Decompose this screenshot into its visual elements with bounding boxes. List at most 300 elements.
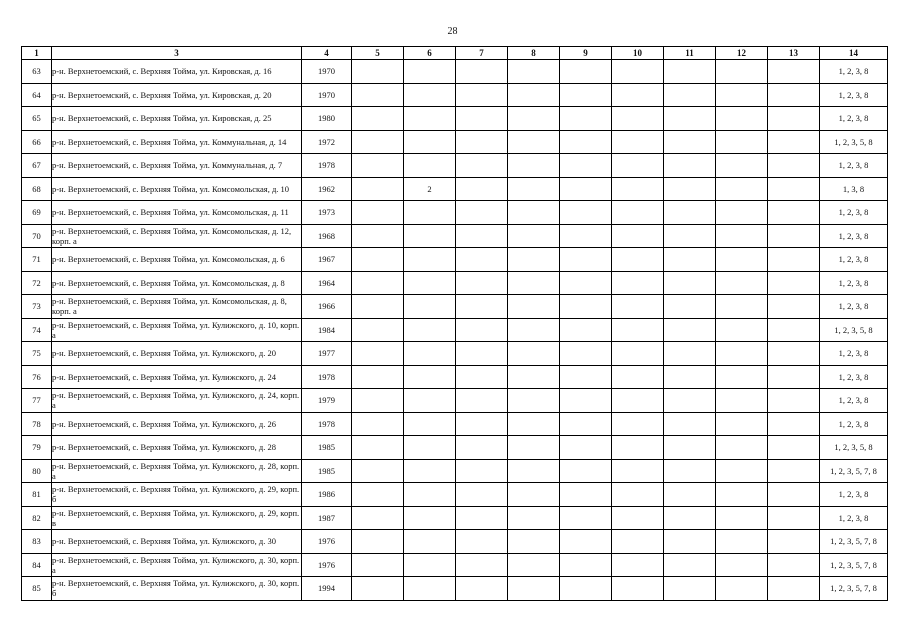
criteria-cell: 1, 2, 3, 5, 7, 8 <box>820 459 888 483</box>
column-6-cell <box>404 224 456 248</box>
empty-cell <box>612 459 664 483</box>
table-row <box>22 224 888 248</box>
year-cell: 1985 <box>302 459 352 483</box>
empty-cell <box>716 342 768 366</box>
empty-cell <box>560 107 612 131</box>
row-number-cell: 66 <box>22 130 52 154</box>
empty-cell <box>664 365 716 389</box>
empty-cell <box>508 365 560 389</box>
empty-cell <box>716 295 768 319</box>
criteria-cell: 1, 2, 3, 8 <box>820 83 888 107</box>
address-cell: р-н. Верхнетоемский, с. Верхняя Тойма, ул. Комсомольская, д. 8, корп. а <box>52 295 302 319</box>
empty-cell <box>664 553 716 577</box>
year-cell: 1994 <box>302 577 352 601</box>
empty-cell <box>612 389 664 413</box>
table-row <box>22 412 888 436</box>
empty-cell <box>352 459 404 483</box>
empty-cell <box>560 436 612 460</box>
criteria-cell: 1, 2, 3, 5, 7, 8 <box>820 530 888 554</box>
empty-cell <box>508 130 560 154</box>
address-cell: р-н. Верхнетоемский, с. Верхняя Тойма, ул. Комсомольская, д. 8 <box>52 271 302 295</box>
empty-cell <box>456 130 508 154</box>
empty-cell <box>612 436 664 460</box>
year-cell: 1980 <box>302 107 352 131</box>
column-header: 13 <box>768 47 820 60</box>
empty-cell <box>560 459 612 483</box>
empty-cell <box>612 83 664 107</box>
empty-cell <box>508 60 560 84</box>
empty-cell <box>612 506 664 530</box>
criteria-cell: 1, 2, 3, 8 <box>820 295 888 319</box>
column-6-cell <box>404 154 456 178</box>
row-number-cell: 83 <box>22 530 52 554</box>
empty-cell <box>508 201 560 225</box>
empty-cell <box>664 107 716 131</box>
address-cell: р-н. Верхнетоемский, с. Верхняя Тойма, ул. Кулижского, д. 28 <box>52 436 302 460</box>
empty-cell <box>716 271 768 295</box>
table-row <box>22 130 888 154</box>
table-row <box>22 177 888 201</box>
column-6-cell <box>404 248 456 272</box>
year-cell: 1987 <box>302 506 352 530</box>
empty-cell <box>508 577 560 601</box>
empty-cell <box>352 60 404 84</box>
empty-cell <box>508 342 560 366</box>
empty-cell <box>352 224 404 248</box>
empty-cell <box>612 201 664 225</box>
empty-cell <box>560 389 612 413</box>
empty-cell <box>352 130 404 154</box>
empty-cell <box>716 389 768 413</box>
empty-cell <box>508 318 560 342</box>
empty-cell <box>768 342 820 366</box>
year-cell: 1966 <box>302 295 352 319</box>
column-6-cell <box>404 389 456 413</box>
empty-cell <box>352 271 404 295</box>
year-cell: 1964 <box>302 271 352 295</box>
address-cell: р-н. Верхнетоемский, с. Верхняя Тойма, ул. Кулижского, д. 28, корп. а <box>52 459 302 483</box>
empty-cell <box>456 530 508 554</box>
empty-cell <box>768 318 820 342</box>
empty-cell <box>352 83 404 107</box>
empty-cell <box>768 295 820 319</box>
year-cell: 1985 <box>302 436 352 460</box>
column-header: 10 <box>612 47 664 60</box>
empty-cell <box>716 107 768 131</box>
empty-cell <box>560 60 612 84</box>
year-cell: 1970 <box>302 60 352 84</box>
empty-cell <box>612 60 664 84</box>
address-cell: р-н. Верхнетоемский, с. Верхняя Тойма, ул. Кировская, д. 20 <box>52 83 302 107</box>
row-number-cell: 72 <box>22 271 52 295</box>
row-number-cell: 64 <box>22 83 52 107</box>
address-cell: р-н. Верхнетоемский, с. Верхняя Тойма, ул. Кулижского, д. 29, корп. б <box>52 483 302 507</box>
empty-cell <box>716 436 768 460</box>
row-number-cell: 78 <box>22 412 52 436</box>
table-row <box>22 107 888 131</box>
table-row <box>22 83 888 107</box>
column-header: 1 <box>22 47 52 60</box>
empty-cell <box>352 342 404 366</box>
empty-cell <box>716 154 768 178</box>
empty-cell <box>560 342 612 366</box>
criteria-cell: 1, 2, 3, 8 <box>820 412 888 436</box>
empty-cell <box>664 483 716 507</box>
empty-cell <box>612 224 664 248</box>
empty-cell <box>508 506 560 530</box>
row-number-cell: 67 <box>22 154 52 178</box>
empty-cell <box>560 201 612 225</box>
empty-cell <box>768 577 820 601</box>
table-row <box>22 365 888 389</box>
table-row <box>22 60 888 84</box>
empty-cell <box>768 60 820 84</box>
empty-cell <box>768 412 820 436</box>
column-header: 6 <box>404 47 456 60</box>
empty-cell <box>716 130 768 154</box>
address-cell: р-н. Верхнетоемский, с. Верхняя Тойма, ул. Комсомольская, д. 10 <box>52 177 302 201</box>
empty-cell <box>508 177 560 201</box>
column-header: 5 <box>352 47 404 60</box>
year-cell: 1986 <box>302 483 352 507</box>
empty-cell <box>664 436 716 460</box>
empty-cell <box>456 553 508 577</box>
address-cell: р-н. Верхнетоемский, с. Верхняя Тойма, ул. Кулижского, д. 24 <box>52 365 302 389</box>
empty-cell <box>508 530 560 554</box>
table-row <box>22 577 888 601</box>
empty-cell <box>664 295 716 319</box>
empty-cell <box>352 436 404 460</box>
year-cell: 1972 <box>302 130 352 154</box>
year-cell: 1973 <box>302 201 352 225</box>
empty-cell <box>560 365 612 389</box>
empty-cell <box>716 483 768 507</box>
empty-cell <box>664 577 716 601</box>
row-number-cell: 65 <box>22 107 52 131</box>
table-row <box>22 506 888 530</box>
empty-cell <box>560 318 612 342</box>
empty-cell <box>768 365 820 389</box>
empty-cell <box>716 412 768 436</box>
criteria-cell: 1, 2, 3, 8 <box>820 365 888 389</box>
table-row <box>22 318 888 342</box>
year-cell: 1977 <box>302 342 352 366</box>
empty-cell <box>612 295 664 319</box>
column-header: 8 <box>508 47 560 60</box>
column-6-cell <box>404 530 456 554</box>
empty-cell <box>508 389 560 413</box>
address-cell: р-н. Верхнетоемский, с. Верхняя Тойма, ул. Кулижского, д. 26 <box>52 412 302 436</box>
year-cell: 1979 <box>302 389 352 413</box>
empty-cell <box>560 177 612 201</box>
empty-cell <box>456 224 508 248</box>
empty-cell <box>612 365 664 389</box>
empty-cell <box>612 248 664 272</box>
empty-cell <box>664 389 716 413</box>
criteria-cell: 1, 2, 3, 5, 8 <box>820 318 888 342</box>
year-cell: 1978 <box>302 154 352 178</box>
empty-cell <box>716 248 768 272</box>
empty-cell <box>456 342 508 366</box>
table-row <box>22 553 888 577</box>
empty-cell <box>508 459 560 483</box>
empty-cell <box>508 83 560 107</box>
criteria-cell: 1, 2, 3, 5, 8 <box>820 130 888 154</box>
empty-cell <box>716 365 768 389</box>
criteria-cell: 1, 2, 3, 8 <box>820 483 888 507</box>
empty-cell <box>768 154 820 178</box>
empty-cell <box>508 224 560 248</box>
column-6-cell <box>404 60 456 84</box>
column-6-cell <box>404 577 456 601</box>
table-row <box>22 154 888 178</box>
row-number-cell: 73 <box>22 295 52 319</box>
table-row <box>22 436 888 460</box>
empty-cell <box>768 83 820 107</box>
empty-cell <box>560 224 612 248</box>
empty-cell <box>768 506 820 530</box>
criteria-cell: 1, 2, 3, 8 <box>820 107 888 131</box>
empty-cell <box>560 130 612 154</box>
address-cell: р-н. Верхнетоемский, с. Верхняя Тойма, ул. Кулижского, д. 30, корп. б <box>52 577 302 601</box>
criteria-cell: 1, 2, 3, 8 <box>820 506 888 530</box>
empty-cell <box>352 530 404 554</box>
column-6-cell <box>404 459 456 483</box>
empty-cell <box>456 83 508 107</box>
address-cell: р-н. Верхнетоемский, с. Верхняя Тойма, ул. Кулижского, д. 30, корп. а <box>52 553 302 577</box>
empty-cell <box>456 248 508 272</box>
table-row <box>22 248 888 272</box>
empty-cell <box>664 83 716 107</box>
empty-cell <box>352 389 404 413</box>
empty-cell <box>352 201 404 225</box>
column-6-cell <box>404 342 456 366</box>
column-6-cell <box>404 436 456 460</box>
empty-cell <box>456 271 508 295</box>
empty-cell <box>352 506 404 530</box>
empty-cell <box>768 177 820 201</box>
empty-cell <box>456 107 508 131</box>
empty-cell <box>612 412 664 436</box>
column-6-cell <box>404 271 456 295</box>
empty-cell <box>352 248 404 272</box>
empty-cell <box>716 60 768 84</box>
address-cell: р-н. Верхнетоемский, с. Верхняя Тойма, ул. Кулижского, д. 30 <box>52 530 302 554</box>
column-6-cell <box>404 295 456 319</box>
empty-cell <box>612 483 664 507</box>
empty-cell <box>716 459 768 483</box>
column-6-cell <box>404 553 456 577</box>
empty-cell <box>768 436 820 460</box>
empty-cell <box>456 483 508 507</box>
column-6-cell <box>404 130 456 154</box>
column-6-cell <box>404 412 456 436</box>
criteria-cell: 1, 3, 8 <box>820 177 888 201</box>
criteria-cell: 1, 2, 3, 5, 8 <box>820 436 888 460</box>
row-number-cell: 76 <box>22 365 52 389</box>
empty-cell <box>768 201 820 225</box>
row-number-cell: 69 <box>22 201 52 225</box>
empty-cell <box>768 130 820 154</box>
empty-cell <box>352 154 404 178</box>
buildings-table <box>21 46 888 601</box>
year-cell: 1984 <box>302 318 352 342</box>
address-cell: р-н. Верхнетоемский, с. Верхняя Тойма, ул. Кулижского, д. 20 <box>52 342 302 366</box>
year-cell: 1978 <box>302 412 352 436</box>
column-header: 4 <box>302 47 352 60</box>
empty-cell <box>560 530 612 554</box>
empty-cell <box>768 483 820 507</box>
table-row <box>22 342 888 366</box>
year-cell: 1968 <box>302 224 352 248</box>
empty-cell <box>716 224 768 248</box>
column-header: 3 <box>52 47 302 60</box>
empty-cell <box>612 107 664 131</box>
address-cell: р-н. Верхнетоемский, с. Верхняя Тойма, ул. Кировская, д. 25 <box>52 107 302 131</box>
empty-cell <box>352 412 404 436</box>
empty-cell <box>456 295 508 319</box>
table-row <box>22 389 888 413</box>
column-header: 11 <box>664 47 716 60</box>
page-number: 28 <box>447 26 458 37</box>
row-number-cell: 79 <box>22 436 52 460</box>
empty-cell <box>456 412 508 436</box>
empty-cell <box>352 107 404 131</box>
empty-cell <box>508 154 560 178</box>
empty-cell <box>560 271 612 295</box>
criteria-cell: 1, 2, 3, 8 <box>820 248 888 272</box>
criteria-cell: 1, 2, 3, 8 <box>820 224 888 248</box>
empty-cell <box>664 130 716 154</box>
empty-cell <box>768 530 820 554</box>
table-row <box>22 271 888 295</box>
empty-cell <box>612 154 664 178</box>
address-cell: р-н. Верхнетоемский, с. Верхняя Тойма, ул. Кировская, д. 16 <box>52 60 302 84</box>
address-cell: р-н. Верхнетоемский, с. Верхняя Тойма, ул. Коммунальная, д. 7 <box>52 154 302 178</box>
criteria-cell: 1, 2, 3, 5, 7, 8 <box>820 577 888 601</box>
year-cell: 1962 <box>302 177 352 201</box>
row-number-cell: 70 <box>22 224 52 248</box>
empty-cell <box>508 412 560 436</box>
column-6-cell <box>404 365 456 389</box>
empty-cell <box>352 483 404 507</box>
empty-cell <box>612 130 664 154</box>
row-number-cell: 71 <box>22 248 52 272</box>
criteria-cell: 1, 2, 3, 8 <box>820 201 888 225</box>
row-number-cell: 82 <box>22 506 52 530</box>
empty-cell <box>716 318 768 342</box>
column-header: 14 <box>820 47 888 60</box>
row-number-cell: 74 <box>22 318 52 342</box>
empty-cell <box>716 83 768 107</box>
address-cell: р-н. Верхнетоемский, с. Верхняя Тойма, ул. Комсомольская, д. 6 <box>52 248 302 272</box>
empty-cell <box>352 577 404 601</box>
empty-cell <box>456 60 508 84</box>
column-6-cell <box>404 483 456 507</box>
empty-cell <box>664 177 716 201</box>
empty-cell <box>560 577 612 601</box>
table-row <box>22 459 888 483</box>
empty-cell <box>664 506 716 530</box>
empty-cell <box>456 459 508 483</box>
table-row <box>22 201 888 225</box>
row-number-cell: 75 <box>22 342 52 366</box>
column-6-cell <box>404 83 456 107</box>
empty-cell <box>508 436 560 460</box>
empty-cell <box>768 248 820 272</box>
column-6-cell: 2 <box>404 177 456 201</box>
criteria-cell: 1, 2, 3, 8 <box>820 154 888 178</box>
column-header: 9 <box>560 47 612 60</box>
table-row <box>22 483 888 507</box>
column-6-cell <box>404 318 456 342</box>
empty-cell <box>768 107 820 131</box>
empty-cell <box>664 60 716 84</box>
empty-cell <box>768 553 820 577</box>
column-6-cell <box>404 201 456 225</box>
column-6-cell <box>404 506 456 530</box>
year-cell: 1970 <box>302 83 352 107</box>
empty-cell <box>664 459 716 483</box>
empty-cell <box>768 389 820 413</box>
empty-cell <box>508 248 560 272</box>
column-header: 12 <box>716 47 768 60</box>
year-cell: 1976 <box>302 553 352 577</box>
empty-cell <box>768 459 820 483</box>
empty-cell <box>560 553 612 577</box>
column-header: 7 <box>456 47 508 60</box>
year-cell: 1978 <box>302 365 352 389</box>
empty-cell <box>716 530 768 554</box>
empty-cell <box>612 177 664 201</box>
empty-cell <box>456 365 508 389</box>
empty-cell <box>560 483 612 507</box>
address-cell: р-н. Верхнетоемский, с. Верхняя Тойма, ул. Коммунальная, д. 14 <box>52 130 302 154</box>
criteria-cell: 1, 2, 3, 8 <box>820 389 888 413</box>
address-cell: р-н. Верхнетоемский, с. Верхняя Тойма, ул. Кулижского, д. 24, корп. а <box>52 389 302 413</box>
empty-cell <box>664 154 716 178</box>
row-number-cell: 85 <box>22 577 52 601</box>
empty-cell <box>508 271 560 295</box>
criteria-cell: 1, 2, 3, 8 <box>820 60 888 84</box>
empty-cell <box>560 83 612 107</box>
row-number-cell: 63 <box>22 60 52 84</box>
criteria-cell: 1, 2, 3, 8 <box>820 342 888 366</box>
empty-cell <box>352 177 404 201</box>
empty-cell <box>716 506 768 530</box>
empty-cell <box>716 553 768 577</box>
empty-cell <box>508 553 560 577</box>
empty-cell <box>612 530 664 554</box>
empty-cell <box>612 553 664 577</box>
empty-cell <box>560 412 612 436</box>
empty-cell <box>664 412 716 436</box>
empty-cell <box>768 224 820 248</box>
address-cell: р-н. Верхнетоемский, с. Верхняя Тойма, ул. Комсомольская, д. 11 <box>52 201 302 225</box>
empty-cell <box>560 154 612 178</box>
empty-cell <box>508 295 560 319</box>
empty-cell <box>456 201 508 225</box>
header-row <box>22 47 888 60</box>
empty-cell <box>352 365 404 389</box>
address-cell: р-н. Верхнетоемский, с. Верхняя Тойма, ул. Комсомольская, д. 12, корп. а <box>52 224 302 248</box>
address-cell: р-н. Верхнетоемский, с. Верхняя Тойма, ул. Кулижского, д. 10, корп. а <box>52 318 302 342</box>
empty-cell <box>352 553 404 577</box>
empty-cell <box>716 201 768 225</box>
row-number-cell: 68 <box>22 177 52 201</box>
empty-cell <box>352 295 404 319</box>
column-6-cell <box>404 107 456 131</box>
